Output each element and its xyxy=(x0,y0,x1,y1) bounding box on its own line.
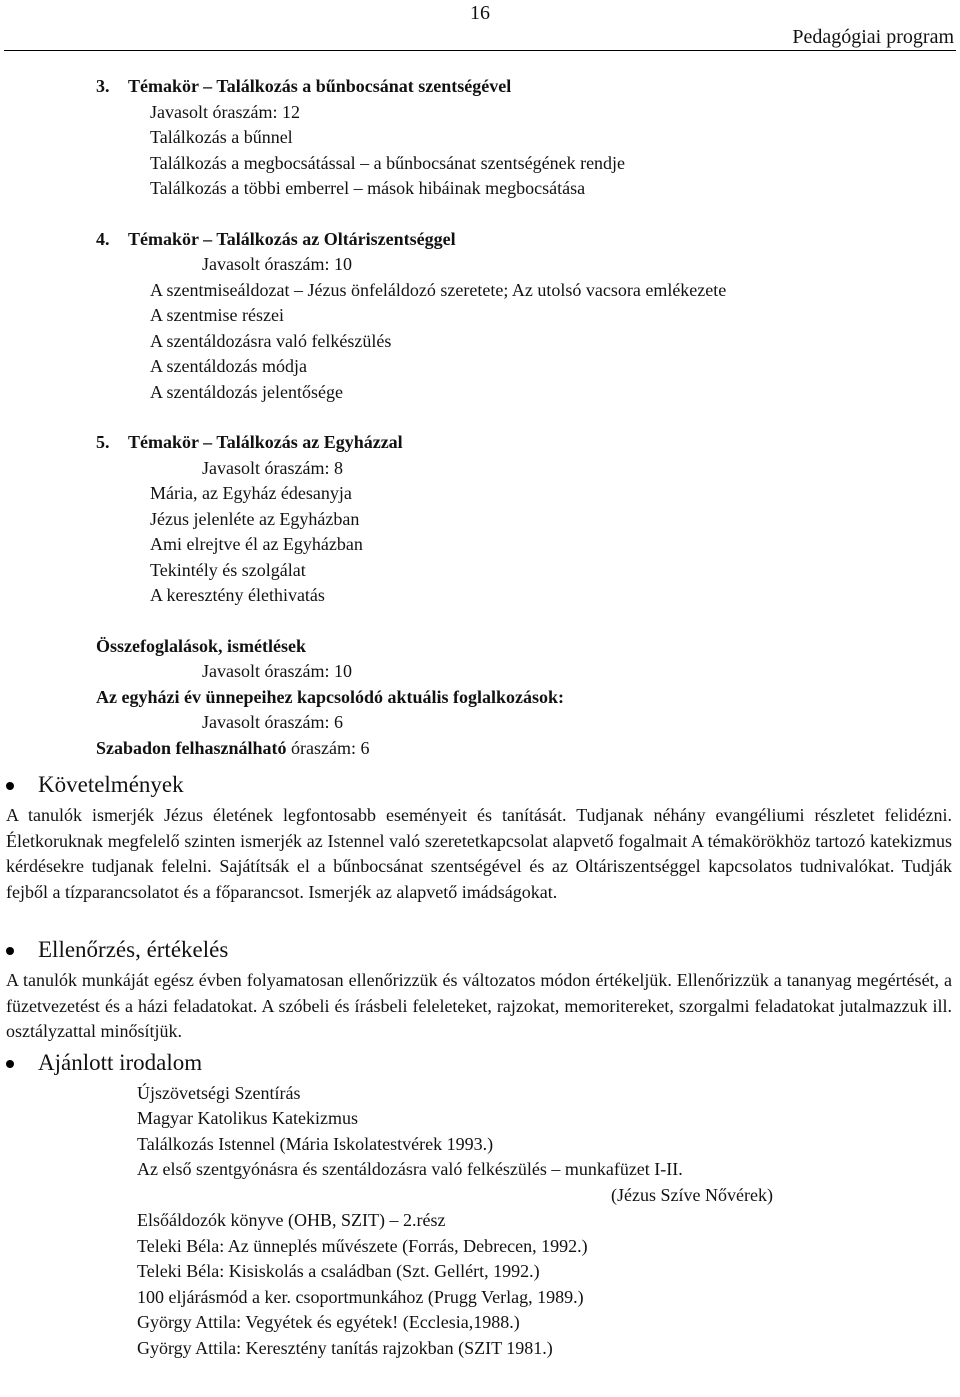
header-rule xyxy=(4,50,956,51)
section-number: 4. xyxy=(96,228,110,249)
reference-item: Magyar Katolikus Katekizmus xyxy=(137,1108,358,1128)
list-item: Ami elrejtve él az Egyházban xyxy=(150,534,363,554)
requirements-heading xyxy=(38,771,960,799)
section-number: 5. xyxy=(96,432,110,452)
list-item: A szentmise részei xyxy=(150,305,284,325)
reference-item: Teleki Béla: Az ünneplés művészete (Forrás, Debrecen, 1992.) xyxy=(137,1235,588,1256)
section-title xyxy=(96,430,960,456)
requirements-text: A tanulók ismerjék Jézus életének legfontosabb eseményeit és tanítását. Tudjanak néhány evangéliumi részletet felidézni. Életkoruknak megfelelő szinten ismerjék az Istennel való szeretetkapcsolat alapvető fogalmait A témakörökhöz tartozó katekizmus kérdésekre tudjanak felelni. Sajátítsák el a bűnbocsánat szentségével és az Oltáriszentséggel kapcsolatos tudnivalókat. Tudják fejből a tízparancsolatot és a főparancsot. Ismerjék az alapvető imádságokat. xyxy=(6,805,952,902)
section-hours: Javasolt óraszám: 10 xyxy=(202,254,352,274)
list-item: Találkozás a bűnnel xyxy=(150,127,293,147)
literature-heading-text: Ajánlott irodalom xyxy=(38,1049,203,1075)
list-item: Tekintély és szolgálat xyxy=(150,559,306,580)
section-title-text: Témakör – Találkozás a bűnbocsánat szentségével xyxy=(128,76,512,96)
reference-item: György Attila: Keresztény tanítás rajzokban (SZIT 1981.) xyxy=(137,1337,553,1358)
reference-item: Találkozás Istennel (Mária Iskolatestvérek 1993.) xyxy=(137,1133,494,1154)
events-title: Az egyházi év ünnepeihez kapcsolódó aktuális foglalkozások: xyxy=(96,686,565,707)
list-item: A szentáldozásra való felkészülés xyxy=(150,330,392,351)
bullet-icon xyxy=(6,1060,14,1068)
free-hours-label: Szabadon felhasználható xyxy=(96,737,287,758)
section-number: 3. xyxy=(96,76,110,96)
reference-item: Elsőáldozók könyve (OHB, SZIT) – 2.rész xyxy=(137,1210,446,1230)
requirements-heading-text: Követelmények xyxy=(38,772,184,797)
section-title xyxy=(96,227,960,253)
summary-block xyxy=(0,634,960,762)
evaluation-text: A tanulók munkáját egész évben folyamatosan ellenőrizzük és változatos módon értékeljük. Ellenőrizzük a tananyag megértését, a füzetvezetést és a házi feladatokat. A szóbeli és írásbeli feleleteket, rajzokat, memoritereket, szorgalmi feladatokat jutalmazzuk ill. osztályzattal minősítjük. xyxy=(6,970,952,1041)
reference-item: György Attila: Vegyétek és egyétek! (Ecclesia,1988.) xyxy=(137,1312,520,1332)
header-title: Pedagógiai program xyxy=(792,26,954,48)
bullet-icon xyxy=(6,782,14,790)
review-title: Összefoglalások, ismétlések xyxy=(96,635,306,656)
list-item: Találkozás a megbocsátással – a bűnbocsánat szentségének rendje xyxy=(150,152,626,173)
list-item: A keresztény élethivatás xyxy=(150,585,325,605)
document-body xyxy=(0,74,960,1361)
free-hours-value: óraszám: 6 xyxy=(286,737,370,758)
review-hours: Javasolt óraszám: 10 xyxy=(202,661,352,681)
reference-item: Az első szentgyónásra és szentáldozásra való felkészülés – munkafüzet I-II. xyxy=(137,1159,683,1179)
reference-item: Teleki Béla: Kisiskolás a családban (Szt. Gellért, 1992.) xyxy=(137,1261,540,1281)
literature-heading xyxy=(38,1049,960,1077)
list-item: A szentáldozás jelentősége xyxy=(150,381,343,402)
section-5 xyxy=(0,430,960,609)
reference-note: (Jézus Szíve Nővérek) xyxy=(611,1184,773,1205)
section-hours: Javasolt óraszám: 8 xyxy=(202,457,343,478)
bullet-icon xyxy=(6,947,14,955)
list-item: A szentáldozás módja xyxy=(150,356,307,376)
list-item: Jézus jelenléte az Egyházban xyxy=(150,508,360,529)
section-3 xyxy=(0,74,960,202)
reference-item: 100 eljárásmód a ker. csoportmunkához (Prugg Verlag, 1989.) xyxy=(137,1286,584,1307)
section-title xyxy=(96,74,960,100)
section-title-text: Témakör – Találkozás az Oltáriszentséggel xyxy=(128,228,456,249)
list-item: Találkozás a többi emberrel – mások hibáinak megbocsátása xyxy=(150,178,586,198)
section-title-text: Témakör – Találkozás az Egyházzal xyxy=(128,432,403,452)
section-hours: Javasolt óraszám: 12 xyxy=(150,101,300,122)
section-4 xyxy=(0,227,960,406)
evaluation-heading-text: Ellenőrzés, értékelés xyxy=(38,937,229,962)
evaluation-heading xyxy=(38,936,960,964)
literature-list xyxy=(0,1081,960,1362)
events-hours: Javasolt óraszám: 6 xyxy=(202,712,343,732)
reference-item: Újszövetségi Szentírás xyxy=(137,1082,301,1103)
list-item: Mária, az Egyház édesanyja xyxy=(150,483,352,503)
free-hours xyxy=(96,736,960,762)
page-number: 16 xyxy=(470,2,490,24)
list-item: A szentmiseáldozat – Jézus önfeláldozó szeretete; Az utolsó vacsora emlékezete xyxy=(150,279,727,300)
